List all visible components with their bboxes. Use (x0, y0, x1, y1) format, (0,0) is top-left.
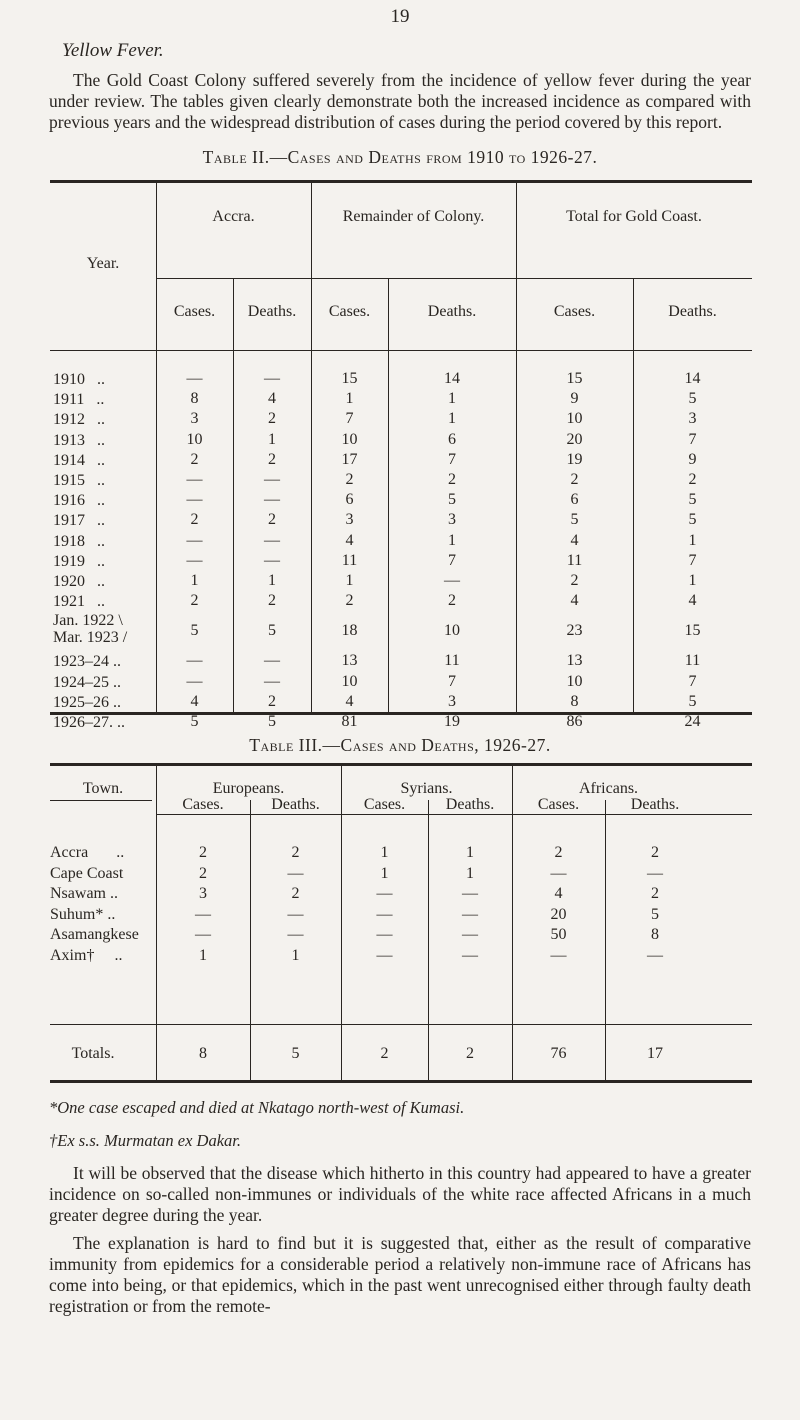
table3-value-cell: — (462, 905, 478, 923)
table2-value-cell: 9 (570, 390, 579, 408)
table3-bottom-rule (50, 1080, 752, 1083)
table3-value-cell: — (376, 926, 393, 944)
table2-value-cell: 19 (444, 713, 460, 730)
table3-total-cell: 8 (199, 1045, 207, 1062)
table2-group-header: Accra. (212, 208, 255, 225)
table3-value-cell: 1 (199, 947, 207, 964)
table3-value-cell: — (647, 947, 663, 964)
table3-subheader: Cases. (182, 796, 224, 813)
table2-value-cell: 5 (688, 390, 697, 408)
table2-year-cell: 1918 .. (53, 532, 105, 550)
table3-value-cell: — (287, 905, 304, 923)
table3-value-cell: 1 (380, 844, 389, 861)
table2-group-header: Remainder of Colony. (342, 208, 485, 225)
table2-value-cell: — (264, 531, 280, 549)
table3-value-cell: 2 (651, 885, 659, 903)
table3-town-cell: Nsawam .. (50, 885, 118, 903)
table2-value-cell: 8 (190, 390, 199, 408)
table3-value-cell: 1 (466, 844, 474, 861)
table2-value-cell: 5 (570, 511, 579, 529)
table2-value-cell: 1 (688, 572, 697, 589)
table2-group-rule (156, 278, 752, 279)
table2-value-cell: 5 (190, 713, 199, 730)
table2-value-cell: 4 (345, 692, 354, 710)
table2-value-cell: 3 (190, 410, 199, 428)
table2-value-cell: — (264, 672, 280, 690)
table3-town-rule (50, 800, 152, 801)
table3-town-cell: Accra .. (50, 844, 125, 861)
table3-totals-label: Totals. (71, 1045, 115, 1062)
section-title: Yellow Fever. (62, 40, 164, 61)
table2-value-cell: 7 (448, 551, 456, 569)
table2-value-cell: 2 (570, 471, 579, 488)
table2-value-cell: 9 (688, 450, 697, 468)
table2-value-cell: — (186, 531, 203, 549)
table3-value-cell: — (550, 947, 567, 964)
table2-value-cell: 10 (566, 410, 583, 428)
table2-value-cell: 10 (444, 622, 460, 640)
table3-value-cell: — (287, 926, 304, 944)
table2-value-cell: 1 (345, 572, 354, 589)
table2-caption: Table II.—Cases and Deaths from 1910 to 1926-27. (202, 147, 598, 167)
table3-value-cell: 1 (380, 864, 389, 882)
table2-value-cell: — (264, 652, 280, 670)
table2-value-cell: 24 (684, 713, 701, 730)
page-number: 19 (390, 6, 410, 27)
table3-value-cell: 2 (199, 844, 207, 861)
table2-value-cell: 1 (448, 390, 456, 408)
table2-value-cell: 2 (268, 592, 276, 610)
table2-value-cell: 6 (570, 491, 579, 509)
table2-value-cell: 14 (684, 370, 701, 387)
table3-town-cell: Suhum* .. (50, 905, 116, 923)
table3-value-cell: 3 (199, 885, 207, 903)
table2-subheader: Cases. (553, 303, 596, 320)
table2-value-cell: 86 (566, 713, 583, 730)
table2-value-cell: 2 (268, 450, 276, 468)
table2-value-cell: 8 (570, 692, 579, 710)
table2-value-cell: 3 (448, 511, 456, 529)
table2-value-cell: 11 (566, 551, 583, 569)
table2-subheader: Cases. (328, 303, 371, 320)
table3-value-cell: — (376, 885, 393, 903)
table2-year-cell: 1917 .. (53, 512, 105, 530)
table2-subheader: Deaths. (247, 303, 297, 320)
table3-value-cell: 8 (651, 926, 659, 944)
table2-value-cell: 10 (566, 672, 583, 690)
table2-value-cell: 1 (448, 410, 456, 428)
table2-value-cell: 1 (688, 531, 697, 549)
table2-value-cell: 5 (688, 511, 697, 529)
table2-year-header: Year. (86, 255, 120, 272)
table2-year-cell: 1923–24 .. (53, 653, 121, 671)
table3-value-cell: — (376, 905, 393, 923)
table2-value-cell: 13 (341, 652, 358, 670)
table2-value-cell: 23 (566, 622, 583, 640)
table3-value-cell: — (195, 926, 211, 944)
table3-value-cell: 50 (550, 926, 567, 944)
table2-value-cell: 1 (268, 572, 276, 589)
table3-value-cell: 20 (550, 905, 567, 923)
table2-value-cell: 5 (190, 622, 199, 640)
table2-value-cell: 19 (566, 450, 583, 468)
table2-value-cell: 2 (190, 511, 199, 529)
table2-value-cell: 11 (684, 652, 701, 670)
table2-year-cell: Jan. 1922 \ Mar. 1923 / (53, 612, 128, 647)
table3-value-cell: — (462, 947, 478, 964)
table2-subheader: Deaths. (427, 303, 477, 320)
table2-value-cell: 1 (268, 430, 276, 448)
table2-value-cell: 6 (448, 430, 456, 448)
table2-value-cell: 5 (688, 491, 697, 509)
table2-value-cell: — (186, 652, 203, 670)
table2-value-cell: 1 (345, 390, 354, 408)
table2-value-cell: — (186, 491, 203, 509)
table2-value-cell: 10 (341, 672, 358, 690)
table2-year-cell: 1921 .. (53, 593, 105, 611)
table2-value-cell: 20 (566, 430, 583, 448)
table2-value-cell: — (444, 572, 460, 589)
table3-subheader: Deaths. (271, 796, 320, 813)
table2-value-cell: — (264, 370, 280, 387)
table2-value-cell: 2 (268, 410, 276, 428)
table3-total-cell: 76 (550, 1045, 567, 1062)
paragraph-observation: It will be observed that the disease which hitherto in this country had appeared to have a greater incidence on so-called non-immunes or individuals of the white race affected Africans in a much greater degree during the year. (49, 1163, 751, 1225)
table2-value-cell: 2 (190, 592, 199, 610)
table2-value-cell: 3 (448, 692, 456, 710)
table2-year-cell: 1915 .. (53, 472, 105, 489)
table2-value-cell: 2 (448, 471, 456, 488)
table3-value-cell: — (647, 864, 663, 882)
table3-subheader: Deaths. (445, 796, 495, 813)
table2-value-cell: 1 (190, 572, 199, 589)
footnote-suhum: *One case escaped and died at Nkatago north-west of Kumasi. (49, 1098, 465, 1117)
table3-value-cell: — (462, 885, 478, 903)
table2-value-cell: 2 (345, 471, 354, 488)
table3-value-cell: — (287, 864, 304, 882)
table2-value-cell: 3 (345, 511, 354, 529)
table3-total-cell: 2 (380, 1045, 389, 1062)
table2-value-cell: 81 (341, 713, 358, 730)
table3-value-cell: — (462, 926, 478, 944)
table3-town-cell: Cape Coast (50, 864, 124, 882)
table3-group-header: Syrians. (400, 780, 453, 797)
table2-year-cell: 1925–26 .. (53, 693, 121, 711)
table3-value-cell: 2 (651, 844, 659, 861)
table2-value-cell: 3 (688, 410, 697, 428)
table2-year-cell: 1914 .. (53, 451, 105, 469)
table3-value-cell: 1 (466, 864, 474, 882)
table2-value-cell: 10 (186, 430, 203, 448)
table3-value-cell: 1 (291, 947, 300, 964)
table2-value-cell: 15 (684, 622, 701, 640)
table2-value-cell: 4 (570, 531, 579, 549)
table2-value-cell: — (264, 491, 280, 509)
table3-value-cell: 5 (651, 905, 659, 923)
table2-value-cell: 18 (341, 622, 358, 640)
table3-value-cell: 2 (199, 864, 207, 882)
intro-paragraph: The Gold Coast Colony suffered severely from the incidence of yellow fever during the year under review. The tables given clearly demonstrate both the increased incidence as compared with previous years and the widespread distribution of cases during the period covered by this report. (49, 70, 751, 132)
table3-group-header: Europeans. (212, 780, 285, 797)
table2-value-cell: 5 (448, 491, 456, 509)
table2-value-cell: 7 (448, 672, 456, 690)
table2-value-cell: — (186, 471, 203, 488)
table2-value-cell: 5 (268, 713, 276, 730)
table2-value-cell: 10 (341, 430, 358, 448)
table2-value-cell: 2 (570, 572, 579, 589)
table2-value-cell: 2 (448, 592, 456, 610)
table2-year-cell: 1919 .. (53, 552, 105, 570)
table2-value-cell: 1 (448, 531, 456, 549)
table2-year-cell: 1910 .. (53, 371, 105, 388)
table2-subheader: Deaths. (668, 303, 717, 320)
table3-caption: Table III.—Cases and Deaths, 1926-27. (249, 735, 551, 755)
table2-value-cell: 4 (570, 592, 579, 610)
table3-town-header: Town. (82, 780, 124, 797)
table2-value-cell: 7 (448, 450, 456, 468)
table2-year-cell: 1924–25 .. (53, 673, 121, 691)
table2-value-cell: 7 (345, 410, 354, 428)
table3-value-cell: — (195, 905, 211, 923)
table2-value-cell: 7 (688, 430, 697, 448)
table2-value-cell: 5 (688, 692, 697, 710)
table3-header-rule (156, 814, 752, 815)
table3-value-cell: 4 (554, 885, 563, 903)
table3-subheader: Cases. (537, 796, 580, 813)
table2-year-cell: 1920 .. (53, 573, 105, 590)
table2-year-cell: 1926–27. .. (53, 714, 125, 731)
table3-total-cell: 17 (647, 1045, 663, 1062)
table2-value-cell: 15 (566, 370, 583, 387)
table3-subheader: Deaths. (630, 796, 680, 813)
table3-group-header: Africans. (578, 780, 639, 797)
table3-town-cell: Asamangkese (50, 926, 139, 944)
table3-total-cell: 5 (291, 1045, 300, 1062)
table2-value-cell: — (264, 551, 280, 569)
table2-year-cell: 1913 .. (53, 431, 105, 449)
table3-town-cell: Axim† .. (50, 947, 123, 964)
table2-value-cell: 2 (268, 692, 276, 710)
table2-year-cell: 1911 .. (53, 391, 105, 409)
table2-value-cell: 6 (345, 491, 354, 509)
table3-value-cell: 2 (291, 885, 300, 903)
footnote-axim: †Ex s.s. Murmatan ex Dakar. (49, 1131, 242, 1150)
table2-value-cell: 4 (268, 390, 276, 408)
table2-value-cell: 2 (268, 511, 276, 529)
table3-total-cell: 2 (466, 1045, 474, 1062)
table2-value-cell: 2 (190, 450, 199, 468)
table2-value-cell: 4 (688, 592, 697, 610)
table2-value-cell: 4 (190, 692, 199, 710)
table2-value-cell: 17 (341, 450, 358, 468)
table2-value-cell: 2 (345, 592, 354, 610)
table2-value-cell: 7 (688, 551, 697, 569)
table2-value-cell: — (186, 370, 203, 387)
table2-subheader: Cases. (173, 303, 216, 320)
table2-year-cell: 1912 .. (53, 411, 105, 429)
table2-value-cell: 4 (345, 531, 354, 549)
table2-value-cell: 11 (341, 551, 358, 569)
table2-value-cell: 14 (444, 370, 460, 387)
paragraph-explanation: The explanation is hard to find but it is suggested that, either as the result of comparative immunity from epidemics for a considerable period a relatively non-immune race of Africans has come into being, or that epidemics, which in the past went unrecognised either through faulty death registration or from the remote- (49, 1233, 751, 1316)
table2-value-cell: 13 (566, 652, 583, 670)
table3-subheader: Cases. (363, 796, 406, 813)
table2-value-cell: — (186, 551, 203, 569)
table2-value-cell: 5 (268, 622, 276, 640)
table2-value-cell: 2 (688, 471, 697, 488)
table2-value-cell: 11 (444, 652, 460, 670)
table3-value-cell: 2 (554, 844, 563, 861)
table3-value-cell: — (550, 864, 567, 882)
table2-value-cell: 15 (341, 370, 358, 387)
table3-value-cell: — (376, 947, 393, 964)
table2-value-cell: — (264, 471, 280, 488)
table2-value-cell: — (186, 672, 203, 690)
table2-year-cell: 1916 .. (53, 492, 105, 510)
table2-group-header: Total for Gold Coast. (566, 208, 702, 225)
table2-value-cell: 7 (688, 672, 697, 690)
table3-value-cell: 2 (291, 844, 300, 861)
